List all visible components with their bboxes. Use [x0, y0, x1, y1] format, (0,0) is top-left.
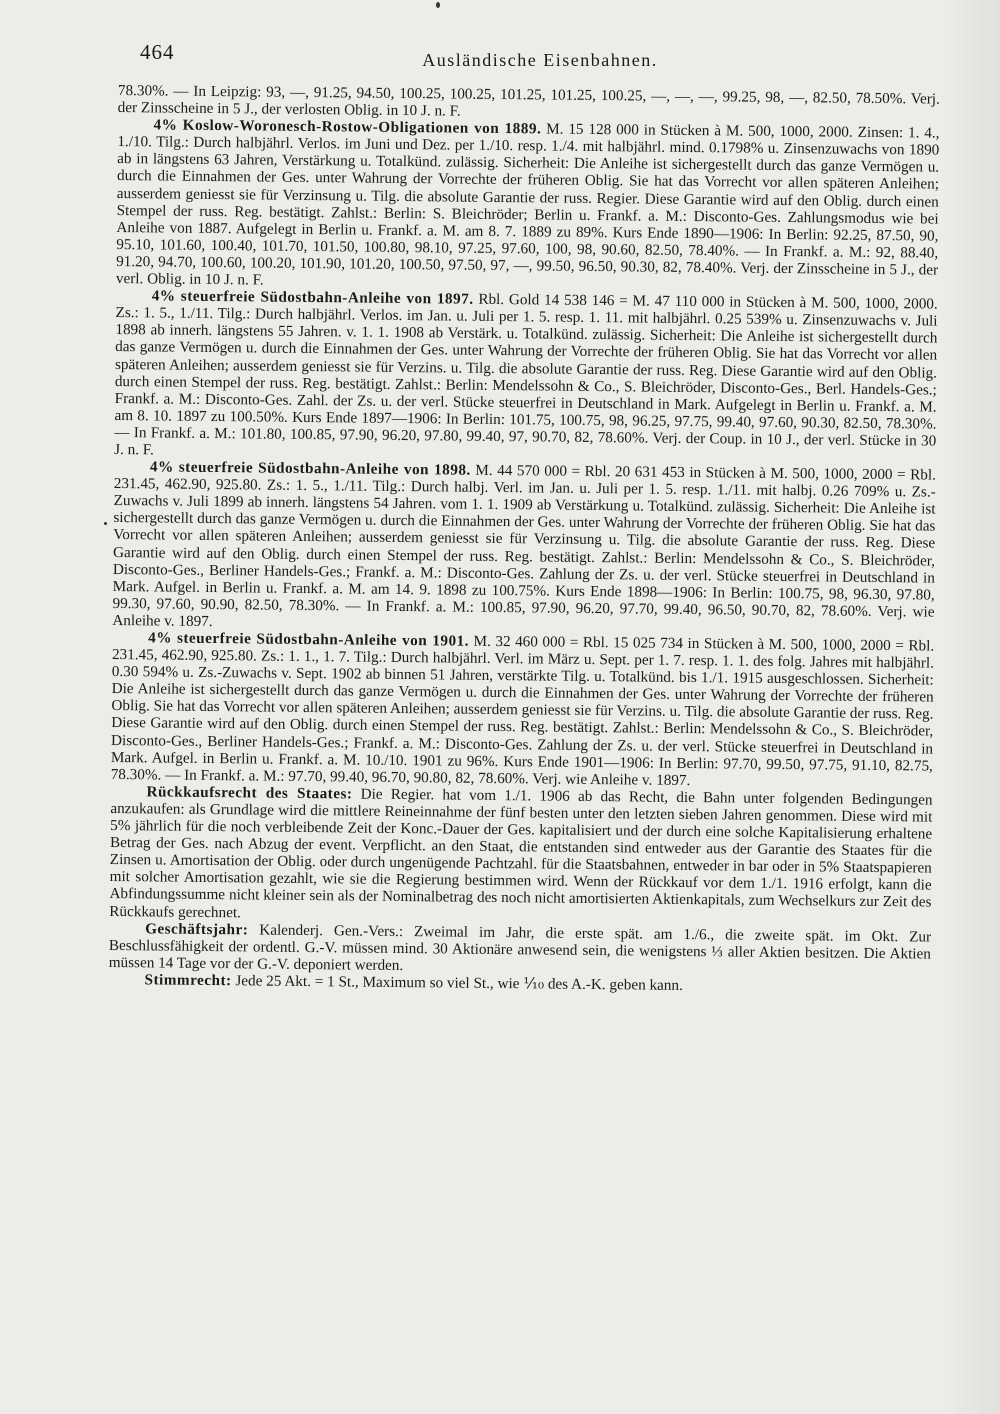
- paragraph-text: M. 44 570 000 = Rbl. 20 631 453 in Stücken à M. 500, 1000, 2000 = Rbl. 231.45, 462.90, 925.80. Zs.: 1. 5., 1./11. Tilg.: Durch halbj. Verl. im Jan. u. Juli per 1. 5. resp. 1./11. mit halbj. 0.26 709% u. Zs.-Zuwachs v. Juli 1899 ab innerh. längstens 54 Jahren. vom 1. 1. 1909 ab Verstärkung u. Totalkünd. zulässig. Sicherheit: Die Anleihe ist sichergestellt durch das ganze Vermögen u. durch die Einnahmen der Ges. unter Wahrung der Vorrechte der früheren Oblig. Sie hat das Vorrecht vor allen späteren Anleihen; ausserdem geniesst sie für Verzinsung u. Tilg. die absolute Garantie der russ. Reg. Diese Garantie wird auf den Oblig. durch einen Stempel der russ. Reg. bestätigt. Zahlst.: Berlin: Mendelssohn & Co., S. Bleichröder, Disconto-Ges., Berliner Handels-Ges.; Frankf. a. M.: Disconto-Ges. Zahlung der Zs. u. der verl. Stücke steuerfrei in Deutschland in Mark. Aufgel. in Berlin u. Frankf. a. M. am 14. 9. 1898 zu 100.75%. Kurs Ende 1898—1906: In Berlin: 100.75, 98, 96.30, 97.80, 99.30, 97.60, 90.90, 82.50, 78.30%. — In Frankf. a. M.: 100.85, 97.90, 96.20, 97.70, 99.40, 96.50, 90.70, 82, 78.60%. Verj. wie Anleihe v. 1897.: [112, 461, 937, 630]
- page-header: [140, 40, 940, 70]
- gutter-shadow: [940, 0, 1000, 1414]
- paragraph-heading: 4% steuerfreie Südostbahn-Anleihe von 1897.: [151, 287, 474, 308]
- print-speck: [436, 2, 440, 8]
- paragraph-heading: 4% steuerfreie Südostbahn-Anleihe von 1901.: [148, 629, 470, 650]
- paragraph-text: M. 15 128 000 in Stücken à M. 500, 1000, 2000. Zinsen: 1. 4., 1./10. Tilg.: Durch halbjährl. Verlos. im Juni und Dez. per 1./10. resp. 1./4. mit halbjährl. mind. 0.1798% u. Zinsenzuwachs von 1890 ab in längstens 63 Jahren, Verstärkung u. Totalkünd. zulässig. Sicherheit: Die Anleihe ist sichergestellt durch das ganze Vermögen u. durch die Einnahmen der Ges. unter Wahrung der Vorrechte der früheren Oblig. Sie hat das Vorrecht vor allen späteren Anleihen; ausserdem geniesst sie für Verzinsung u. Tilg. die absolute Garantie der russ. Regier. Diese Garantie wird auf den Oblig. durch einen Stempel der russ. Reg. bestätigt. Zahlst.: Berlin: S. Bleichröder; Berlin u. Frankf. a. M.: Disconto-Ges. Zahlungsmodus wie bei Anleihe von 1887. Aufgelegt in Berlin u. Frankf. a. M. am 8. 7. 1889 zu 89%. Kurs Ende 1890—1906: In Berlin: 92.25, 87.50, 90, 95.10, 101.60, 100.40, 101.70, 101.50, 100.80, 98.10, 97.25, 97.60, 100, 98, 90.60, 82.50, 78.40%. — In Frankf. a. M.: 92, 88.40, 91.20, 94.70, 100.60, 100.20, 101.90, 101.20, 100.50, 97.50, 97, —, 99.50, 96.50, 90.30, 82, 78.40%. Verj. der Zinsscheine in 5 J., der verl. Oblig. in 10 J. n. F.: [115, 120, 940, 289]
- paragraph-text: 78.30%. — In Leipzig: 93, —, 91.25, 94.50, 100.25, 100.25, 101.25, 101.25, 100.25, —, —, —, 99.25, 98, —, 82.50, 78.50%. Verj. der Zinsscheine in 5 J., der verlosten Oblig. in 10 J. n. F.: [117, 82, 940, 120]
- paragraph-heading: Geschäftsjahr:: [145, 919, 249, 939]
- print-speck: [104, 522, 107, 525]
- paragraph-text: Jede 25 Akt. = 1 St., Maximum so viel St., wie ⅒ des A.-K. geben kann.: [235, 972, 683, 994]
- paragraph-suedostbahn-1898: [112, 458, 936, 638]
- paragraph-heading: Stimmrecht:: [144, 971, 232, 990]
- paragraph-geschaeftsjahr: [109, 920, 931, 980]
- paragraph-koslow-1889: [116, 116, 940, 296]
- page-number: 464: [140, 40, 175, 64]
- paragraph-text: Kalenderj. Gen.-Vers.: Zweimal im Jahr, die erste spät. am 1./6., die zweite spät. im Okt. Zur Beschlussfähigkeit der ordentl. G.-V. müssen mind. 30 Aktionäre anwesend sein, die wenigstens ⅓ aller Aktien besitzen. Die Aktien müssen 14 Tage vor der G.-V. deponiert werden.: [108, 921, 932, 974]
- paragraph-text: Rbl. Gold 14 538 146 = M. 47 110 000 in Stücken à M. 500, 1000, 2000. Zs.: 1. 5., 1./11. Tilg.: Durch halbjährl. Verlos. im Jan. u. Juli per 1. 5. resp. 1. 11. mit halbjährl. 0.25 539% u. Zinsenzuwachs v. Juli 1898 ab innerh. längstens 55 Jahren. v. 1. 1. 1908 ab Verstärk. u. Totalkünd. zulässig. Sicherheit: Die Anleihe ist sichergestellt durch das ganze Vermögen u. durch die Einnahmen der Ges. unter Wahrung der Vorrechte der früheren Oblig. Sie hat das Vorrecht vor allen späteren Anleihen; ausserdem geniesst sie für Verzins. u. Tilg. die absolute Garantie der russ. Reg. Diese Garantie wird auf den Oblig. durch einen Stempel der russ. Reg. bestätigt. Zahlst.: Berlin: Mendelssohn & Co., S. Bleichröder, Disconto-Ges., Berl. Handels-Ges.; Frankf. a. M.: Disconto-Ges. Zahl. der Zs. u. der verl. Stücke steuerfrei in Deutschland in Mark. Aufgelegt in Berlin u. Frankf. a. M. am 8. 10. 1897 zu 100.50%. Kurs Ende 1897—1906: In Berlin: 101.75, 100.75, 98, 96.25, 97.75, 99.40, 97.60, 90.30, 82.50, 78.30%. — In Frankf. a. M.: 101.80, 100.85, 97.90, 96.20, 97.80, 99.40, 97, 90.70, 82, 78.60%. Verj. der Coup. in 10 J., der verl. Stücke in 30 J. n. F.: [114, 290, 938, 459]
- paragraph-rueckkaufsrecht: [109, 783, 932, 928]
- paragraph-text: Die Regier. hat vom 1./1. 1906 ab das Recht, die Bahn unter folgenden Bedingungen anzukaufen: als Grundlage wird die mittlere Reineinnahme der fünf besten unter den letzten sieben Jahren genommen. Diese wird mit 5% jährlich für die noch verbleibende Zeit der Konc.-Dauer der Ges. kapitalisiert und der durch eine solche Kapitalisierung erhaltene Betrag der Ges. nach Abzug der event. Verpflicht. an den Staat, die entstanden sind entweder aus der Garantie des Staates für die Zinsen u. Amortisation der Oblig. oder durch ungenügende Pachtzahl. für die Staatsbahnen, entweder in bar oder in 5% Staatspapieren mit solcher Amortisation gezahlt, wie sie die Regierung bestimmen wird. Wenn der Rückkauf vor dem 1./1. 1916 erfolgt, kann die Abfindungssumme nicht kleiner sein als der Nominalbetrag des noch nicht amortisierten Aktienkapitals, zum Wechselkurs zur Zeit des Rückkaufs gerechnet.: [109, 785, 933, 921]
- paragraph-suedostbahn-1897: [114, 287, 938, 467]
- paragraph-suedostbahn-1901: [111, 629, 935, 791]
- paragraph-text: M. 32 460 000 = Rbl. 15 025 734 in Stücken à M. 500, 1000, 2000 = Rbl. 231.45, 462.90, 925.80. Zs.: 1. 1., 1. 7. Tilg.: Durch halbjährl. Verl. im März u. Sept. per 1. 7. resp. 1. 1. des folg. Jahres mit halbjährl. 0.30 594% u. Zs.-Zuwachs v. Sept. 1902 ab binnen 51 Jahren, verstärkte Tilg. u. Totalkünd. bis 1./1. 1915 ausgeschlossen. Sicherheit: Die Anleihe ist sichergestellt durch das ganze Vermögen u. durch die Einnahmen der Ges. unter Wahrung der Vorrechte der früheren Oblig. Sie hat das Vorrecht vor allen späteren Anleihen; ausserdem geniesst sie für Verzins. u. Tilg. die absolute Garantie der russ. Reg. Diese Garantie wird auf den Oblig. durch einen Stempel der russ. Reg. bestätigt. Zahlst.: Berlin: Mendelssohn & Co., S. Bleichröder, Disconto-Ges., Berliner Handels-Ges.; Frankf. a. M.: Disconto-Ges. Zahlung der Zs. u. der verl. Stücke steuerfrei in Deutschland in Mark. Aufgel. in Berlin u. Frankf. a. M. 10./10. 1901 zu 96%. Kurs Ende 1901—1906: In Berlin: 97.70, 99.50, 97.75, 91.10, 82.75, 78.30%. — In Frankf. a. M.: 97.70, 99.40, 96.70, 90.80, 82, 78.60%. Verj. wie Anleihe v. 1897.: [110, 632, 935, 789]
- paragraph-heading: 4% steuerfreie Südostbahn-Anleihe von 1898.: [149, 458, 471, 479]
- body-text: [104, 82, 940, 1413]
- running-head: Ausländische Eisenbahnen.: [422, 50, 658, 70]
- paragraph-heading: 4% Koslow-Woronesch-Rostow-Obligationen von 1889.: [153, 116, 542, 138]
- paragraph-heading: Rückkaufsrecht des Staates:: [146, 783, 353, 803]
